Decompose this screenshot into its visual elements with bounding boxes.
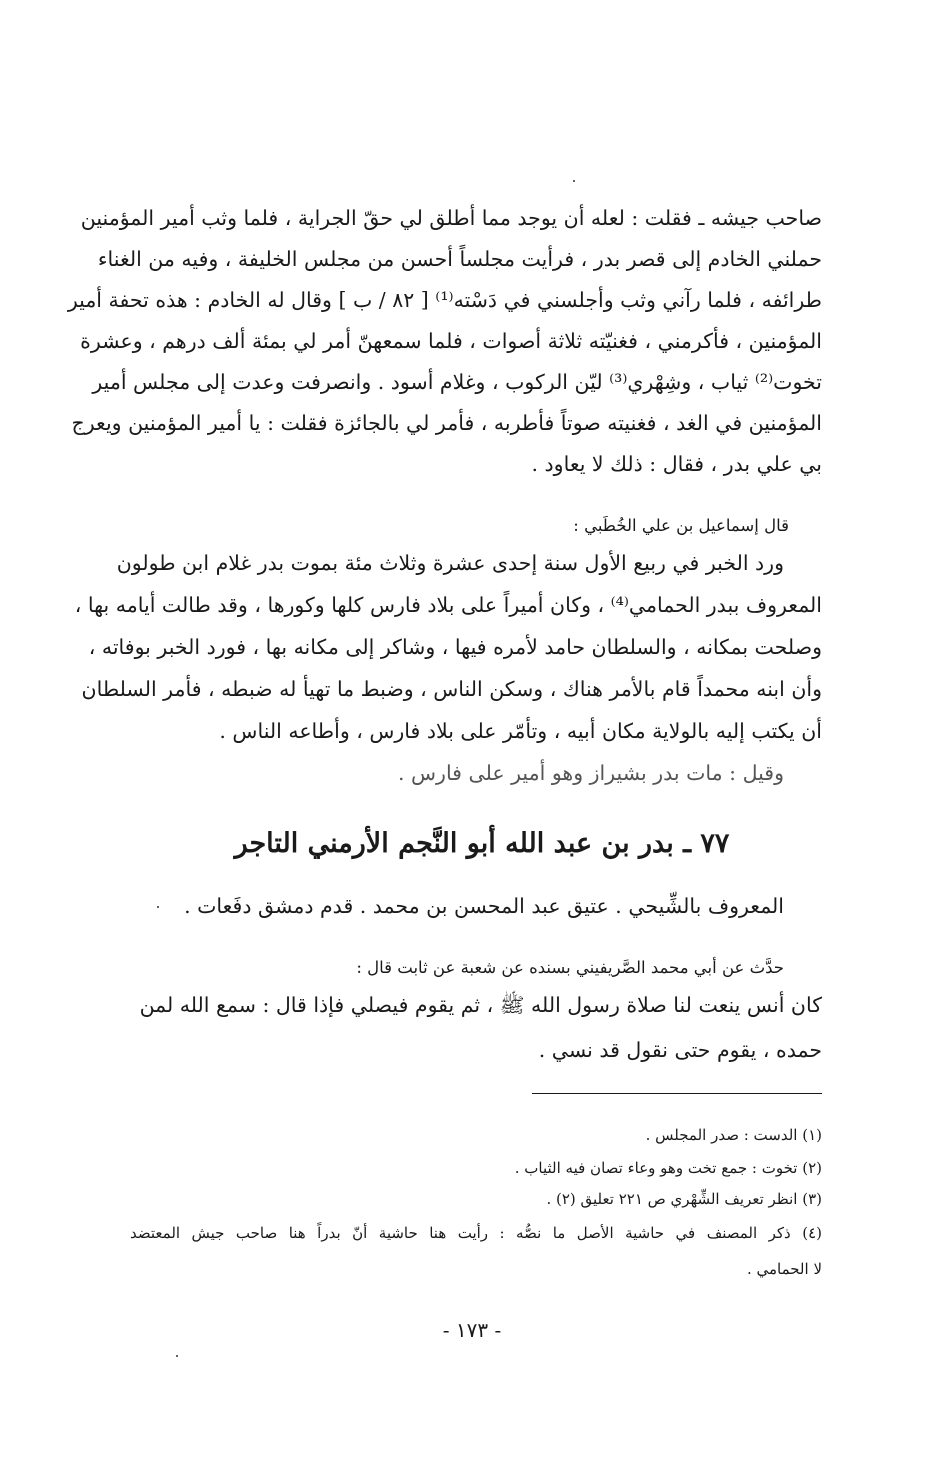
text-line: حملني الخادم إلى قصر بدر ، فرأيت مجلساً أحسن من مجلس الخليفة ، وفيه من الغناء [97,247,822,271]
narrator-intro: قال إسماعيل بن علي الخُطَبي : [573,516,789,535]
footnote: (١) الدست : صدر المجلس . [645,1126,822,1144]
text-line: المؤمنين في الغد ، فغنيته صوتاً فأطربه ، فأمر لي بالجائزة فقلت : يا أمير المؤمنين ويعرج [71,411,822,435]
footnote: لا الحمامي . [746,1260,822,1278]
page-number: - ١٧٣ - [442,1318,502,1342]
scan-speck [176,1355,178,1357]
text-line: تخوت⁽²⁾ ثياب ، وشِهْري⁽³⁾ ليّن الركوب ، وغلام أسود . وانصرفت وعدت إلى مجلس أمير [92,370,822,394]
text-line: وصلحت بمكانه ، والسلطان حامد لأمره فيها ، وشاكر إلى مكانه بها ، فورد الخبر بوفاته ، [88,635,822,659]
text-line: وأن ابنه محمداً قام بالأمر هناك ، وسكن الناس ، وضبط ما تهيأ له ضبطه ، فأمر السلطان [81,677,822,701]
text-line: بي علي بدر ، فقال : ذلك لا يعاود . [531,452,822,476]
hadith-line: حمده ، يقوم حتى نقول قد نسي . [538,1038,822,1062]
paragraph-3: وقيل : مات بدر بشيراز وهو أمير على فارس . [397,761,784,785]
hadith-line: كان أنس ينعت لنا صلاة رسول الله ﷺ ، ثم يقوم فيصلي فإذا قال : سمع الله لمن [139,993,822,1017]
footnote: (٣) انظر تعريف الشِّهْري ص ٢٢١ تعليق (٢) . [546,1190,822,1208]
footnote-divider [532,1093,822,1094]
footnote: (٢) تخوت : جمع تخت وهو وعاء تصان فيه الثياب . [514,1159,822,1177]
text-line: المعروف ببدر الحمامي⁽⁴⁾ ، وكان أميراً على بلاد فارس كلها وكورها ، وقد طالت أيامه بها ، [74,593,822,617]
entry-intro: المعروف بالشِّيحي . عتيق عبد المحسن بن محمد . قدم دمشق دفَعات . [184,894,784,918]
hadith-isnad: حدَّث عن أبي محمد الصَّريفيني بسنده عن شعبة عن ثابت قال : [356,958,784,977]
text-line: صاحب جيشه ـ فقلت : لعله أن يوجد مما أطلق لي حقّ الجراية ، فلما وثب أمير المؤمنين [80,206,822,230]
text-line: ورد الخبر في ربيع الأول سنة إحدى عشرة وثلاث مئة بموت بدر غلام ابن طولون [116,551,784,575]
text-line: طرائفه ، فلما رآني وثب وأجلسني في دَسْته⁽¹⁾ [ ٨٢ / ب ] وقال له الخادم : هذه تحفة أمير [67,288,822,312]
scan-speck [157,906,159,908]
scan-speck [573,180,575,182]
entry-heading: ٧٧ ـ بدر بن عبد الله أبو النَّجم الأرمني التاجر [234,828,730,859]
text-line: أن يكتب إليه بالولاية مكان أبيه ، وتأمّر على بلاد فارس ، وأطاعه الناس . [219,719,822,743]
text-line: المؤمنين ، فأكرمني ، فغنيّته ثلاثة أصوات ، فلما سمعهنّ أمر لي بمئة ألف درهم ، وعشرة [80,329,822,353]
footnote: (٤) ذكر المصنف في حاشية الأصل ما نصُّه : رأيت هنا حاشية أنّ بدراً هنا صاحب جيش المعتضد [130,1224,822,1242]
